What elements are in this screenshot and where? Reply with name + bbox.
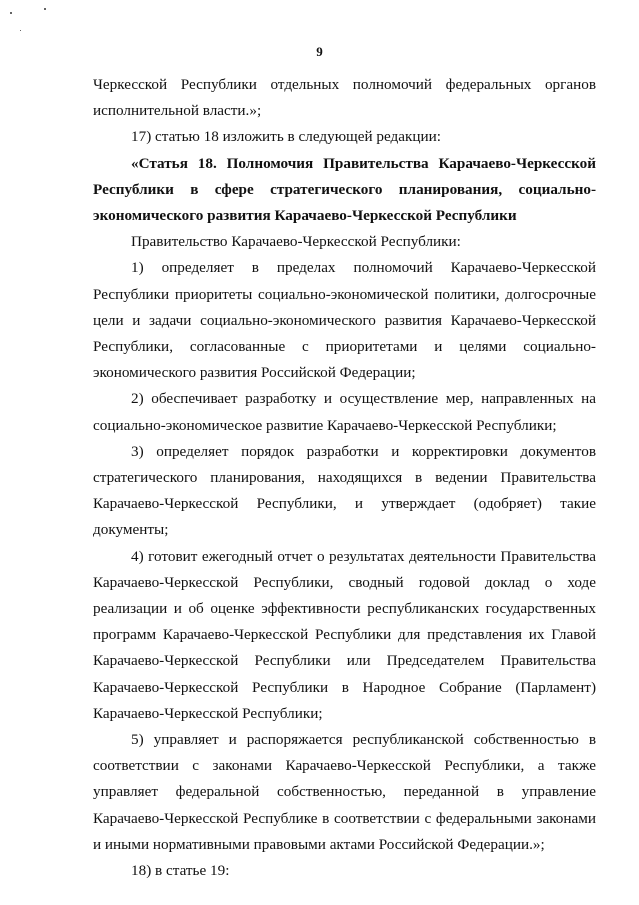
- paragraph-point-5: 5) управляет и распоряжается республиканской собственностью в соответствии с законами Карачаево-Черкесской Республики, а также управляет федеральной собственностью, переданной в управление Карачаево-Черкесской Республике в соответствии с федеральными законами и иными нормативными правовыми актами Российской Федерации.»;: [93, 731, 596, 853]
- paragraph-point-2: 2) обеспечивает разработку и осуществление мер, направленных на социально-экономическое развитие Карачаево-Черкесской Республики;: [93, 390, 596, 434]
- paragraph-government-intro: Правительство Карачаево-Черкесской Республики:: [131, 233, 461, 251]
- paragraph-point-3: 3) определяет порядок разработки и корректировки документов стратегического планирования, находящихся в ведении Правительства Карачаево-Черкесской Республики, и утверждает (одобряет) такие документы;: [93, 442, 596, 539]
- paragraph-item-18: 18) в статье 19:: [131, 862, 230, 880]
- paragraph-continuation: Черкесской Республики отдельных полномочий федеральных органов исполнительной власти.»;: [93, 76, 596, 120]
- paragraph-point-1: 1) определяет в пределах полномочий Карачаево-Черкесской Республики приоритеты социально-экономической политики, долгосрочные цели и задачи социально-экономического развития Карачаево-Черкесской Республики, согласованные с приоритетами и целями социально-экономического развития Российской Федерации;: [93, 259, 596, 382]
- document-body: [93, 72, 596, 884]
- paragraph-item-17: 17) статью 18 изложить в следующей редакции:: [131, 128, 441, 146]
- paragraph-point-4: 4) готовит ежегодный отчет о результатах деятельности Правительства Карачаево-Черкесской Республики, сводный годовой доклад о ходе реализации и об оценке эффективности республиканских государственных программ Карачаево-Черкесской Республики для представления их Главой Карачаево-Черкесской Республики или Председателем Правительства Карачаево-Черкесской Республики в Народное Собрание (Парламент) Карачаево-Черкесской Республики;: [93, 547, 596, 722]
- article-18-heading: «Статья 18. Полномочия Правительства Карачаево-Черкесской Республики в сфере стратегического планирования, социально-экономического развития Карачаево-Черкесской Республики: [93, 154, 596, 225]
- page-number: 9: [316, 44, 323, 59]
